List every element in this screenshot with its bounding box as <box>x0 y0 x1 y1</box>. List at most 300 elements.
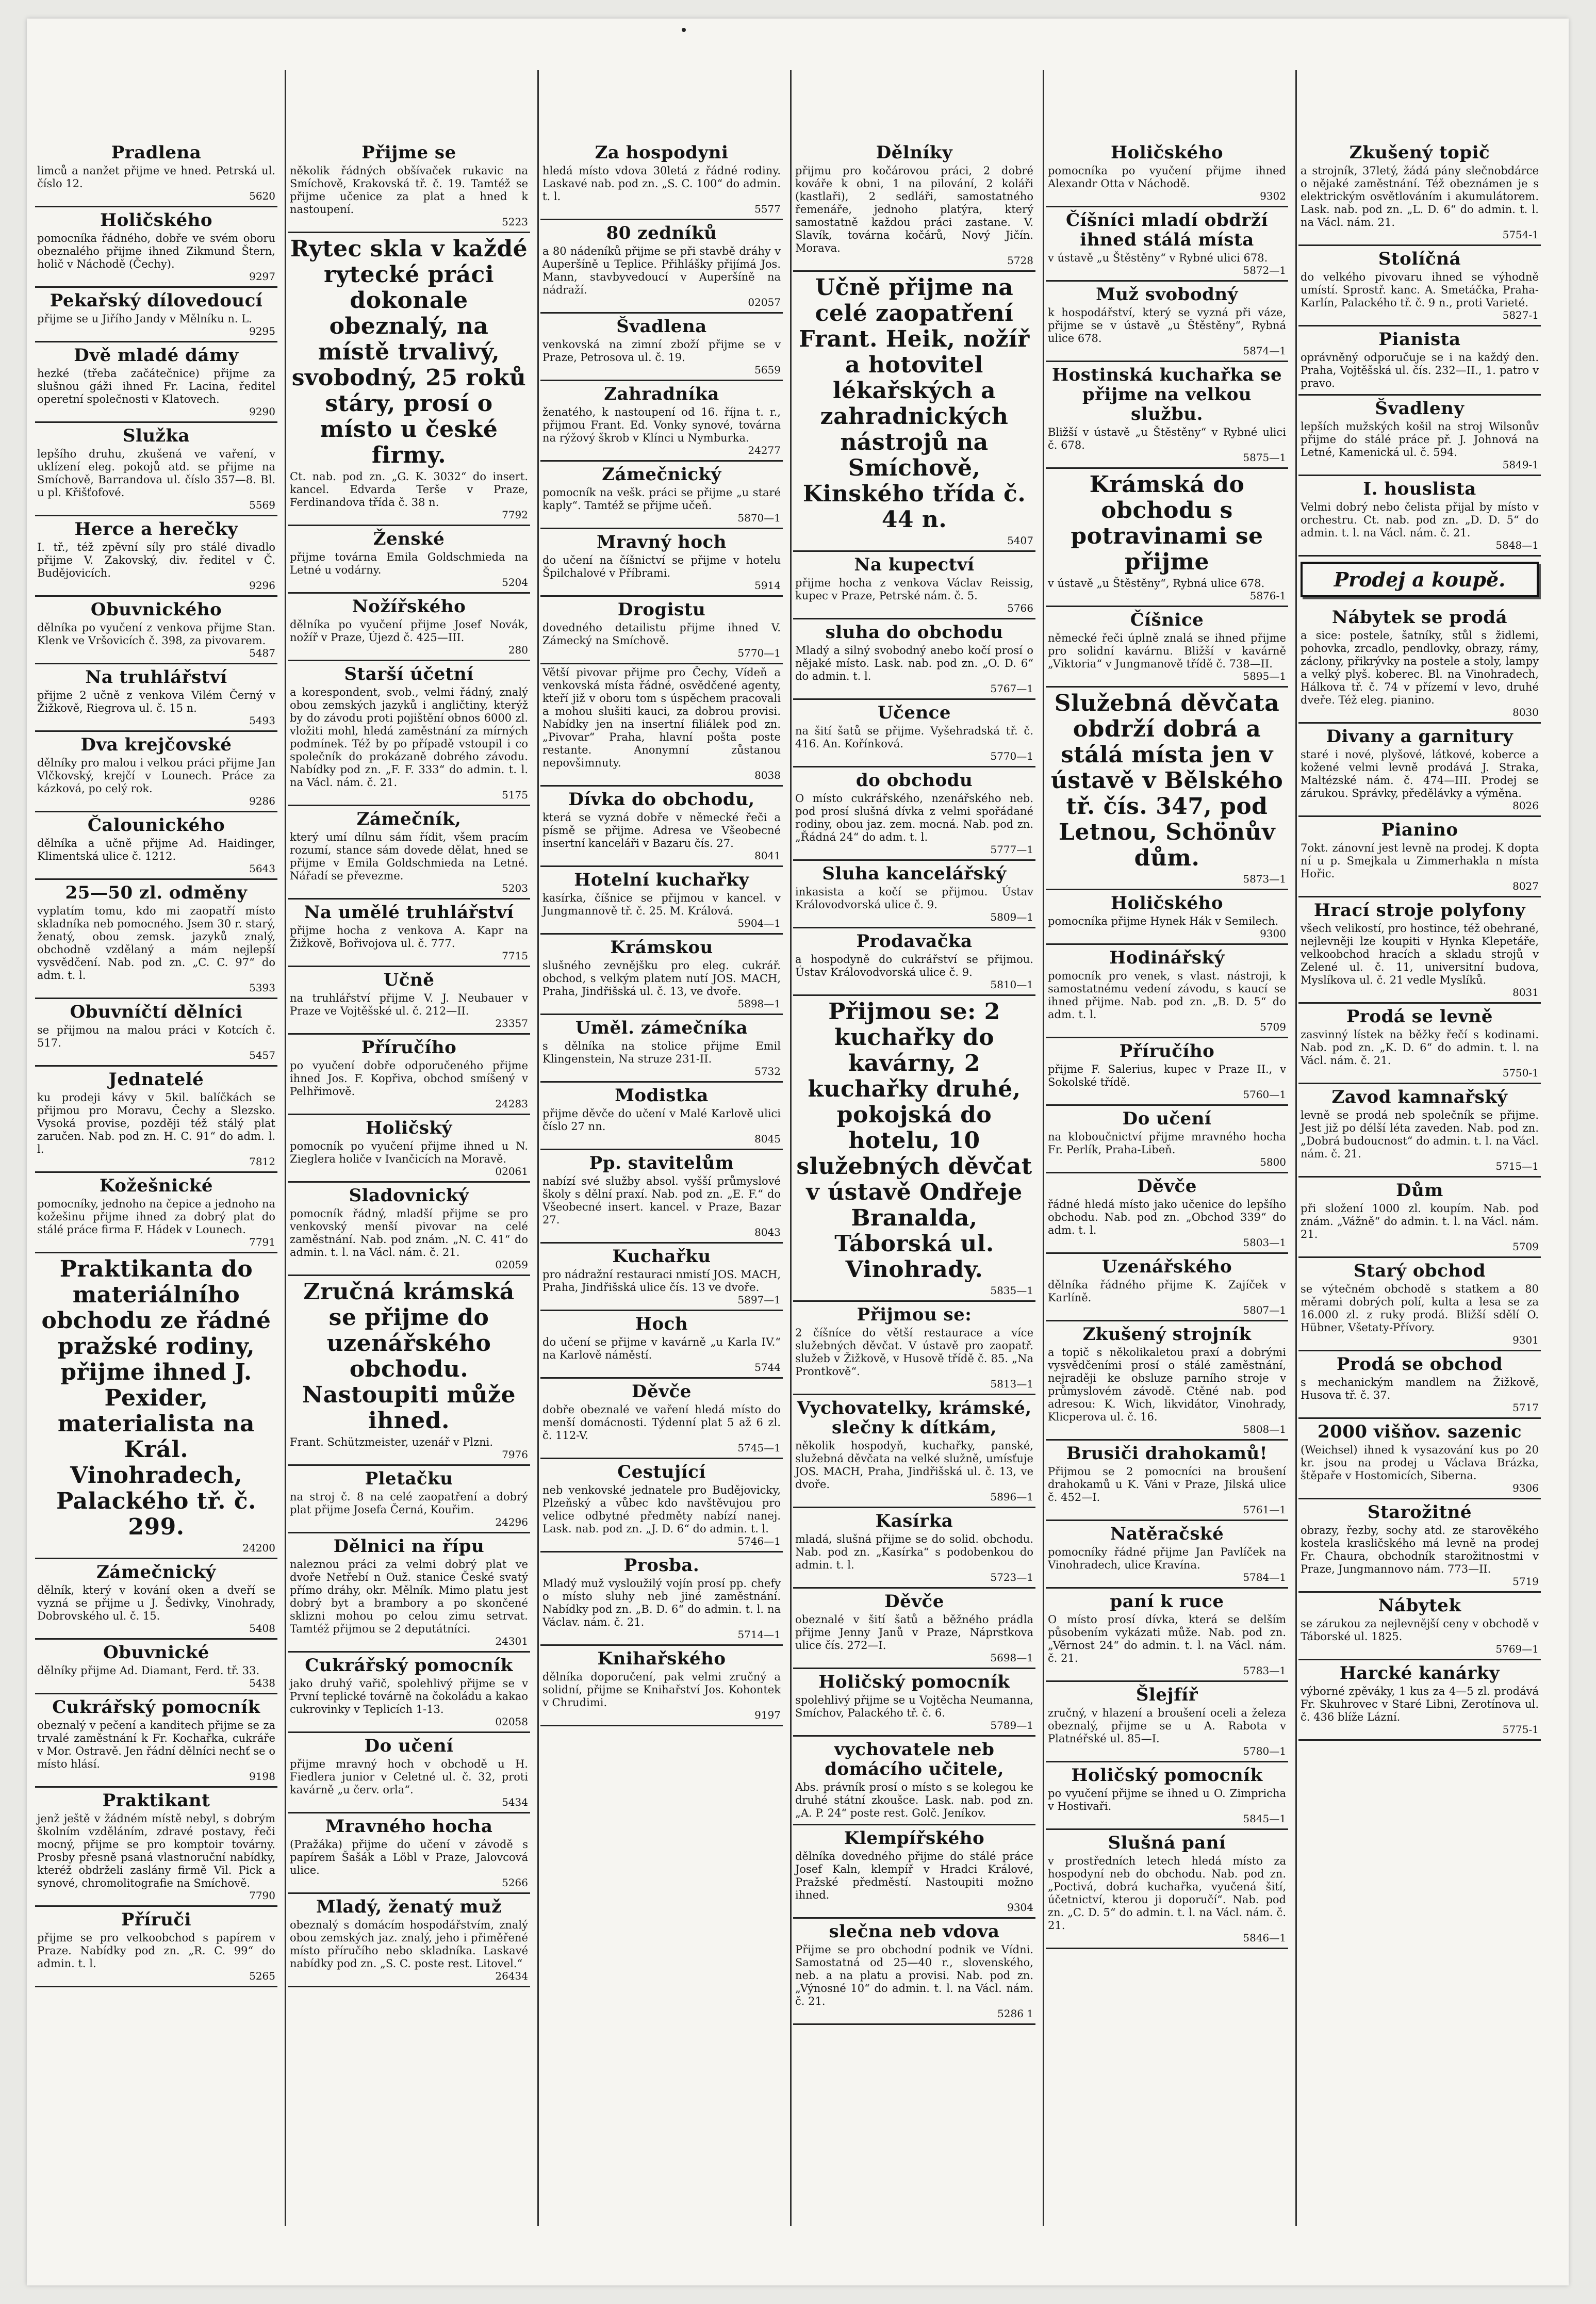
ad-heading: Pianista <box>1378 329 1461 350</box>
ad-number: 8045 <box>754 1133 781 1145</box>
ad-body: pomocníka po vyučení přijme ihned Alexandr Otta v Náchodě. <box>1048 165 1286 190</box>
ad-body: pomocník po vyučení přijme ihned u N. Zieglera holiče v Ivančicích na Moravě. <box>290 1140 528 1165</box>
ad-heading: Čalounického <box>87 815 225 836</box>
section-banner: Prodej a koupě. <box>1301 562 1539 597</box>
ad-number: 8030 <box>1512 706 1539 718</box>
ad-number: 5746—1 <box>737 1535 781 1547</box>
ad-heading: Drogistu <box>617 599 706 620</box>
ad-heading: Brusiči drahokamů! <box>1066 1443 1268 1464</box>
classified-ad <box>1298 897 1541 1004</box>
ad-heading: Dělnici na řípu <box>333 1536 485 1557</box>
ad-body: Bližší v ústavě „u Štěstěny“ v Rybné ulici č. 678. <box>1048 426 1286 451</box>
ad-number: 5845—1 <box>1243 1812 1286 1825</box>
ad-number: 5744 <box>754 1361 781 1374</box>
ad-number: 5643 <box>249 862 275 875</box>
ad-number: 5203 <box>502 882 528 894</box>
ad-body: přijme se pro velkoobchod s papírem v Praze. Nabídky pod zn. „R. C. 99“ do admin. t. l. <box>37 1932 275 1970</box>
classified-ad <box>540 314 783 381</box>
ad-heading: Učně <box>383 970 435 990</box>
ad-body: přijme se u Jiřího Jandy v Mělníku n. L. <box>37 313 252 325</box>
ad-heading: Kasírka <box>875 1511 953 1531</box>
ad-number: 5714—1 <box>737 1628 781 1641</box>
ad-number: 5438 <box>249 1677 275 1689</box>
ad-number: 5175 <box>502 789 528 801</box>
ad-number: 5807—1 <box>1243 1304 1286 1316</box>
ad-heading: Hodinářský <box>1109 947 1225 968</box>
ad-number: 8031 <box>1512 986 1539 999</box>
ad-number: 5732 <box>754 1065 781 1077</box>
ad-number: 5895—1 <box>1243 670 1286 682</box>
ad-heading: Hostinská kuchařka se přijme na velkou službu. <box>1051 365 1282 424</box>
ad-heading: Natěračské <box>1110 1524 1224 1544</box>
ad-number: 5770—1 <box>990 750 1033 762</box>
classified-ad <box>1046 1589 1288 1682</box>
ad-number: 5620 <box>249 190 275 202</box>
ad-number: 5286 1 <box>997 2007 1033 2020</box>
ad-number: 7790 <box>249 1889 275 1902</box>
ad-heading: Zkušený strojník <box>1082 1324 1252 1345</box>
classified-ad <box>288 1276 530 1466</box>
classified-ad <box>1046 607 1288 688</box>
ad-number: 5434 <box>502 1796 528 1808</box>
column-rule <box>285 70 286 2226</box>
ad-number: 24277 <box>748 444 781 456</box>
ad-number: 5577 <box>754 203 781 215</box>
ad-body: a strojník, 37letý, žádá pány slečnobdárce o nějaké zaměstnání. Též obeznámen je s elektrickým osvětlováním i akumulátorem. Lask. nab. pod zn. „L. D. 6“ do admin. t. l. na Václ. nám. 21. <box>1301 165 1539 228</box>
ad-number: 9197 <box>754 1709 781 1721</box>
ad-heading: Dům <box>1396 1180 1443 1201</box>
classified-ad <box>1046 362 1288 469</box>
ad-body: pomocník pro venek, s vlast. nástroji, k samostatnému vedení závodu, s kaucí se ihned přijme. Nab. pod zn. „B. D. 5“ do adm. t. l. <box>1048 970 1286 1021</box>
ad-number: 5808—1 <box>1243 1423 1286 1435</box>
classified-ad <box>1046 1321 1288 1441</box>
ad-heading: Dělníky <box>876 142 953 163</box>
classified-ad <box>35 288 277 342</box>
ad-heading: Stolíčná <box>1378 249 1461 269</box>
ad-heading: Kožešnické <box>99 1175 213 1196</box>
classified-ad <box>793 552 1035 619</box>
ad-heading: Hoch <box>635 1314 688 1334</box>
ad-body: dělníka řádného přijme K. Zajíček v Karlíně. <box>1048 1279 1286 1304</box>
classified-ad <box>35 1253 277 1559</box>
classified-ad <box>35 664 277 732</box>
ad-heading: Pradlena <box>111 142 202 163</box>
ad-column-3 <box>540 140 783 2244</box>
ad-heading: Praktikant <box>102 1790 210 1811</box>
ad-heading: Uzenářského <box>1101 1256 1232 1277</box>
ad-column-1 <box>35 140 277 2244</box>
ad-number: 5761—1 <box>1243 1504 1286 1516</box>
classified-ad <box>540 1244 783 1311</box>
classified-ad <box>540 1083 783 1150</box>
ad-number: 7812 <box>249 1155 275 1168</box>
classified-ad <box>1298 604 1541 724</box>
classified-ad <box>1298 1258 1541 1351</box>
ad-body: s dělníka na stolice přijme Emil Klingenstein, Na struze 231-II. <box>542 1040 781 1065</box>
ad-number: 5873—1 <box>1243 873 1286 885</box>
ad-heading: Za hospodyni <box>595 142 729 163</box>
ad-heading: Pp. stavitelům <box>589 1153 734 1173</box>
ad-heading: 2000 višňov. sazenic <box>1317 1421 1522 1442</box>
classified-ad <box>793 767 1035 861</box>
ad-body: a 80 nádeníků přijme se při stavbě dráhy v Auperšíně u Teplice. Přihlášky přijímá Jos. Mann, stavbyvedoucí v Auperšíně na nádraží. <box>542 245 781 296</box>
ad-body: na truhlářství přijme V. J. Neubauer v Praze ve Vojtěšské ul. č. 212—II. <box>290 992 528 1017</box>
ad-body: a korespondent, svob., velmi řádný, znalý obou zemských jazyků i angličtiny, kterýž by do závodu proti pojištění obnos 6000 zl. vložiti mohl, hledá zaměstnání za mírných podmínek. Též by po případě vstoupil i co společník do prokázaně dobrého závodu. Nabídky pod zn. „F. F. 333“ do admin. t. l. na Václ. nám. č. 21. <box>290 686 528 789</box>
classified-ad <box>793 1737 1035 1825</box>
column-rule <box>1295 70 1297 2226</box>
ad-number: 9301 <box>1512 1334 1539 1346</box>
ad-number: 9302 <box>1260 190 1286 202</box>
ad-number: 02058 <box>495 1715 528 1728</box>
ad-body: dělníka a učně přijme Ad. Haidinger, Klimentská ulice č. 1212. <box>37 837 275 862</box>
ad-body: několik řádných obšívaček rukavic na Smíchově, Krakovská tř. č. 19. Tamtéž se přijme učenice za plat a hned k nastoupení. <box>290 165 528 216</box>
classified-ad <box>793 1395 1035 1508</box>
ad-body: obeznalý s domácím hospodářstvím, znalý obou zemských jaz. znalý, jeho i přiměřené místo příručího nebo skladníka. Laskavé nabídky pod zn. „S. C. poste rest. Litovel.“ <box>290 1919 528 1970</box>
ad-heading: Zručná krámská se přijme do uzenářského obchodu. Nastoupiti může ihned. <box>302 1279 516 1434</box>
classified-ad <box>288 1813 530 1894</box>
printer-dot <box>682 28 686 32</box>
ad-heading: Zámečník, <box>356 809 462 829</box>
ad-number: 5723—1 <box>990 1571 1033 1583</box>
ad-body: který umí dílnu sám řídit, všem pracím rozumí, stance sám dovede dělat, hned se přijme v Emila Goldschmieda na Letné. Nářadí se převezme. <box>290 831 528 882</box>
classified-ad <box>1046 688 1288 890</box>
ad-heading: Přijme se <box>361 142 456 163</box>
ad-heading: Na umělé truhlářství <box>304 902 514 923</box>
column-rule <box>1043 70 1044 2226</box>
ad-number: 5715—1 <box>1495 1160 1539 1172</box>
ad-number: 5767—1 <box>990 682 1033 695</box>
ad-number: 5745—1 <box>737 1442 781 1454</box>
ad-heading: Holičského <box>100 210 213 231</box>
classified-ad <box>1298 326 1541 396</box>
ad-number: 8038 <box>754 769 781 781</box>
ad-number: 5719 <box>1512 1575 1539 1588</box>
classified-ad <box>1298 246 1541 326</box>
ad-body: v ústavě „u Štěstěny“, Rybná ulice 678. <box>1048 577 1265 590</box>
ad-body: dělníka dovedného přijme do stálé práce Josef Kaln, klempíř v Hradci Králové, Pražské předměstí. Nastoupiti možno ihned. <box>795 1850 1033 1901</box>
ad-heading: Vychovatelky, krámské, slečny k dítkám, <box>797 1398 1032 1438</box>
ad-heading: Služebná děvčata obdrží dobrá a stálá místa jen v ústavě v Bělského tř. čís. 347, pod Letnou, Schönův dům. <box>1050 690 1284 871</box>
ad-heading: Dívka do obchodu, <box>568 789 755 810</box>
ad-heading: Dvě mladé dámy <box>74 345 239 366</box>
ad-body: Ct. nab. pod zn. „G. K. 3032“ do insert. kancel. Edvarda Terše v Praze, Ferdinandova třída č. 38 n. <box>290 470 528 509</box>
ad-heading: 25—50 zl. odměny <box>65 883 248 903</box>
ad-body: s mechanickým mandlem na Žižkově, Husova tř. č. 37. <box>1301 1376 1539 1401</box>
classified-ad <box>288 1035 530 1115</box>
ad-heading: Mravného hocha <box>325 1816 493 1837</box>
ad-body: pomocník řádný, mladší přijme se pro venkovský menší pivovar na celé zaměstnání. Nab. pod znám. „N. C. 41“ do admin. t. l. na Václ. nám. č. 21. <box>290 1207 528 1259</box>
column-rule <box>790 70 792 2226</box>
classified-ad <box>1046 1682 1288 1762</box>
ad-heading: Mladý, ženatý muž <box>316 1897 502 1917</box>
ad-heading: Na kupectví <box>854 554 975 575</box>
ad-heading: Nožířského <box>352 596 466 617</box>
ad-body: v prostředních letech hledá místo za hospodyní neb do obchodu. Nab. pod zn. „Poctivá, dobrá kuchařka, vyučená šití, účetnictví, kterou ji doporučí“. Nab. pod zn. „C. D. 5“ do admin. t. l. na Václ. nám. č. 21. <box>1048 1855 1286 1932</box>
ad-body: na kloboučnictví přijme mravného hocha Fr. Perlík, Praha-Libeň. <box>1048 1131 1286 1156</box>
ad-body: O místo cukrářského, nzenářského neb. pod prosí slušná dívka z velmi spořádané rodiny, obou jaz. zem. mocná. Nab. pod zn. „Řádná 24“ do adm. t. l. <box>795 792 1033 843</box>
ad-heading: Zahradníka <box>604 384 719 404</box>
classified-ad <box>1298 476 1541 557</box>
classified-ad <box>288 1733 530 1813</box>
classified-ad <box>793 1589 1035 1669</box>
classified-ad <box>35 423 277 516</box>
ad-body: Velmi dobrý nebo čelista přijal by místo v orchestru. Ct. nab. pod zn. „D. D. 5“ do admin. t. l. na Václ. nám. č. 21. <box>1301 501 1539 539</box>
ad-body: přijme hocha z venkova Václav Reissig, kupec v Praze, Petrské nám. č. 5. <box>795 577 1033 602</box>
ad-heading: Cukrářský pomocník <box>52 1697 260 1718</box>
ad-body: přijme továrna Emila Goldschmieda na Letné u vodárny. <box>290 551 528 576</box>
ad-number: 9296 <box>249 579 275 592</box>
ad-body: I. tř., též zpěvní síly pro stálé divadlo přijme V. Zakovský, div. ředitel v Č. Budějovicích. <box>37 541 275 579</box>
ad-heading: Šlejfíř <box>1136 1685 1198 1705</box>
ad-heading: Holičský pomocník <box>818 1672 1010 1692</box>
ad-heading: Kuchařku <box>612 1246 711 1267</box>
ad-heading: Učence <box>877 702 951 723</box>
classified-ad <box>288 806 530 900</box>
ad-number: 5835—1 <box>990 1284 1033 1297</box>
ad-heading: Cukrářský pomocník <box>305 1655 513 1676</box>
ad-body: jako druhý vařič, spolehlivý přijme se v První teplické továrně na čokoládu a kakao cukrovinky v Teplicích 1-13. <box>290 1677 528 1715</box>
ad-body: dělníka po vyučení z venkova přijme Stan. Klenk ve Vršovicích č. 398, za pivovarem. <box>37 622 275 647</box>
ad-number: 5750-1 <box>1502 1067 1539 1079</box>
classified-ad <box>540 867 783 935</box>
ad-body: při složení 1000 zl. koupím. Nab. pod znám. „Vážně“ do admin. t. l. na Václ. nám. 21. <box>1301 1202 1539 1240</box>
ad-heading: Příručího <box>361 1037 457 1058</box>
classified-ad <box>1046 945 1288 1038</box>
ad-heading: Učně přijme na celé zaopatření Frant. Heik, nožíř a hotovitel lékařských a zahradnických nástrojů na Smíchově, Kinského třída č. 44 n. <box>799 274 1030 533</box>
ad-number: 5223 <box>502 216 528 228</box>
ad-heading: vychovatele neb domácího učitele, <box>825 1739 1004 1779</box>
classified-ad <box>793 272 1035 552</box>
ad-body: do velkého pivovaru ihned se výhodně umístí. Sprostř. kanc. A. Smetáčka, Praha-Karlín, Palackého tř. č. 9 n., proti Varieté. <box>1301 271 1539 309</box>
ad-heading: Do učení <box>1122 1108 1212 1129</box>
classified-ad <box>793 619 1035 700</box>
classified-ad <box>1046 469 1288 607</box>
ad-body: Abs. právník prosí o místo s se kolegou ke druhé státní zkoušce. Lask. nab. pod zn. „A. P. 24“ poste rest. Golč. Jeníkov. <box>795 1781 1033 1819</box>
classified-ad <box>540 1150 783 1244</box>
ad-heading: Pianino <box>1381 820 1458 840</box>
classified-ad <box>35 1067 277 1173</box>
ad-number: 9300 <box>1260 927 1286 940</box>
ad-body: spolehlivý přijme se u Vojtěcha Neumanna, Smíchov, Palackého tř. č. 6. <box>795 1694 1033 1719</box>
ad-number: 5914 <box>754 579 781 592</box>
ad-body: a topič s několikaletou praxí a dobrými vysvědčeními prosí o stálé zaměstnání, nejraději ke obsluze parního stroje v průmyslovém závodě. Ctěné nab. pod adresou: K. Wich, likvidátor, Vinohrady, Klicperova ul. č. 16. <box>1048 1346 1286 1423</box>
ad-number: 5493 <box>249 714 275 727</box>
ad-body: kasírka, číšnice se přijmou v kancel. v Jungmannově tř. č. 25. M. Králová. <box>542 892 781 917</box>
ad-heading: Obuvnické <box>103 1642 209 1663</box>
ad-body: Frant. Schützmeister, uzenář v Plzni. <box>290 1436 493 1448</box>
classified-ad <box>540 1311 783 1379</box>
ad-number: 7976 <box>502 1448 528 1461</box>
ad-heading: Pekařský dílovedoucí <box>50 290 263 311</box>
ad-heading: Prodá se obchod <box>1336 1354 1503 1375</box>
ad-number: 5800 <box>1260 1156 1286 1168</box>
ad-heading: Jednatelé <box>108 1069 204 1090</box>
ad-heading: Holičského <box>1110 142 1224 163</box>
classified-ad <box>1046 282 1288 362</box>
classified-ad <box>1046 1254 1288 1321</box>
ad-number: 5846—1 <box>1243 1932 1286 1944</box>
ad-number: 9306 <box>1512 1482 1539 1494</box>
classified-ad <box>540 1379 783 1459</box>
ad-number: 5769—1 <box>1495 1643 1539 1655</box>
ad-heading: Pletačku <box>365 1468 453 1489</box>
ad-body: 7okt. zánovní jest levně na prodej. K dopta ní u p. Smejkala u Zimmerhakla n místa Hořic. <box>1301 842 1539 880</box>
ad-number: 7791 <box>249 1236 275 1248</box>
ad-heading: Švadlena <box>616 316 707 337</box>
classified-ad <box>1046 1762 1288 1830</box>
ad-heading: Číšnice <box>1130 610 1204 630</box>
ad-body: německé řeči úplně znalá se ihned přijme pro solidní kavárnu. Bližší v kavárně „Viktoria“ v Jungmanově třídě č. 738—II. <box>1048 632 1286 670</box>
ad-number: 8027 <box>1512 880 1539 892</box>
ad-body: dělníka doporučení, pak velmi zručný a solidní, přijme se Knihařství Jos. Kohontek v Chrudimi. <box>542 1671 781 1709</box>
ad-heading: Sladovnický <box>349 1185 469 1206</box>
ad-heading: Starší účetní <box>344 664 474 684</box>
classified-ad <box>1298 1351 1541 1419</box>
ad-heading: Děvče <box>884 1591 944 1612</box>
ad-body: obeznalý v pečení a kanditech přijme se za trvalé zaměstnání k Fr. Kochařka, cukráře v Mor. Ostravě. Jen řádní dělníci nechť se o místo hlásí. <box>37 1719 275 1770</box>
classified-ad <box>288 1894 530 1987</box>
classified-ad <box>35 597 277 664</box>
ad-heading: Rytec skla v každé rytecké práci dokonale obeznalý, na místě trvalivý, svobodný, 25 roků stáry, prosí o místo u české firmy. <box>290 236 528 468</box>
ad-number: 5265 <box>249 1970 275 1982</box>
ad-heading: Cestující <box>617 1462 706 1482</box>
ad-number: 5760—1 <box>1243 1088 1286 1101</box>
ad-heading: Divany a garnitury <box>1326 726 1513 747</box>
ad-heading: Číšníci mladí obdrží ihned stálá místa <box>1065 210 1269 250</box>
classified-ad <box>35 1694 277 1788</box>
ad-heading: sluha do obchodu <box>825 622 1003 643</box>
ad-number: 5777—1 <box>990 843 1033 856</box>
ad-body: a sice: postele, šatníky, stůl s židlemi, pohovka, zrcadlo, pendlovky, obrazy, rámy, záclony, přikrývky na postele a stoly, lampy a velký plyš. koberec. Bl. na Vinohradech, Hálkova tř. č. 74 v přízemí v levo, druhé dveře. Též eleg. pianino. <box>1301 629 1539 706</box>
ad-heading: Holičského <box>1110 893 1224 913</box>
ad-body: přijme 2 učně z venkova Vilém Černý v Žižkově, Riegrova ul. č. 15 n. <box>37 689 275 714</box>
classified-ad <box>35 880 277 999</box>
ad-number: 8041 <box>754 849 781 862</box>
ad-body: a hospodyně do cukrářství se přijmou. Ústav Královodvorská ulice č. 9. <box>795 953 1033 978</box>
column-rule <box>537 70 539 2226</box>
ad-number: 5803—1 <box>1243 1236 1286 1249</box>
ad-number: 5407 <box>1007 534 1033 547</box>
classified-ad <box>288 140 530 233</box>
ad-number: 24296 <box>495 1516 528 1528</box>
ad-number: 9286 <box>249 795 275 807</box>
ad-heading: Do učení <box>364 1736 454 1756</box>
ad-heading: Na truhlářství <box>85 667 227 688</box>
classified-ad <box>1046 207 1288 282</box>
ad-body: na šití šatů se přijme. Vyšehradská tř. č. 416. An. Kořínková. <box>795 725 1033 750</box>
ad-body: venkovská na zimní zboží přijme se v Praze, Petrosova ul. č. 19. <box>542 338 781 364</box>
classified-ad <box>540 787 783 867</box>
ad-number: 5487 <box>249 647 275 659</box>
ad-body: pomocníka řádného, dobře ve svém oboru obeznalého přijme ihned Zikmund Štern, holič v Náchodě (Čechy). <box>37 232 275 270</box>
ad-body: Mladý muž vysloužilý vojín prosí pp. chefy o místo sluhy neb jiné zaměstnání. Nabídky pod zn. „B. D. 6“ do admin. t. l. na Václav. nám. č. 21. <box>542 1577 781 1628</box>
ad-heading: Obuvnického <box>90 599 222 620</box>
classified-ad <box>35 342 277 423</box>
ad-number: 9295 <box>249 325 275 337</box>
ad-body: po vyučení přijme se ihned u O. Zimpricha v Hostivaři. <box>1048 1787 1286 1812</box>
ad-body: slušného zevnějšku pro eleg. cukrář. obchod, s velkým platem nutí JOS. MACH, Praha, Jindřišská ul. č. 13, ve dvoře. <box>542 959 781 998</box>
ad-number: 5848—1 <box>1495 539 1539 551</box>
ad-heading: Hrací stroje polyfony <box>1313 900 1526 921</box>
ad-number: 5728 <box>1007 254 1033 267</box>
classified-ad <box>1298 1004 1541 1084</box>
ad-number: 5813—1 <box>990 1378 1033 1390</box>
ad-number: 5875—1 <box>1243 451 1286 464</box>
ad-number: 02057 <box>748 296 781 308</box>
ad-heading: Harcké kanárky <box>1339 1663 1500 1684</box>
ad-heading: Krámská do obchodu s potravinami se přijme <box>1071 471 1263 575</box>
classified-ad <box>288 1115 530 1183</box>
classified-ad <box>288 594 530 661</box>
ad-heading: Prosba. <box>623 1555 700 1576</box>
classified-ad <box>288 1183 530 1276</box>
ad-number: 7715 <box>502 950 528 962</box>
ad-body: se přijmou na malou práci v Kotcích č. 517. <box>37 1024 275 1049</box>
classified-ad <box>793 1669 1035 1737</box>
classified-ad <box>35 999 277 1067</box>
ad-heading: Nábytek se prodá <box>1331 607 1508 628</box>
classified-ad <box>1298 1660 1541 1741</box>
ad-body: Přijme se pro obchodní podnik ve Vídni. Samostatná od 25—40 r., slovenského, neb. a na platu a provisi. Nab. pod zn. „Výnosné 10“ do admin. t. l. na Václ. nám. č. 21. <box>795 1943 1033 2007</box>
ad-column-6 <box>1298 140 1541 2244</box>
ad-body: oprávněný odporučuje se i na každý den. Praha, Vojtěšská ul. čís. 232—II., 1. patro v pravo. <box>1301 351 1539 389</box>
ad-heading: Starý obchod <box>1353 1261 1486 1281</box>
ad-body: ku prodeji kávy v 5kil. balíčkách se přijmou pro Moravu, Čechy a Slezsko. Vysoká provise, později též stálý plat zaručen. Nab. pod zn. H. C. 91“ do adm. l. l. <box>37 1091 275 1155</box>
ad-body: hledá místo vdova 30letá z řádné rodiny. Laskavé nab. pod zn. „S. C. 100“ do admin. t. l. <box>542 165 781 203</box>
ad-heading: Slušná paní <box>1108 1833 1226 1853</box>
ad-body: se výtečném obchodě s statkem a 80 měrami dobrých polí, kulta a lesa se za 16.000 zl. z ruky prodá. Bližší sdělí O. Hübner, Všetaty-Přívory. <box>1301 1283 1539 1334</box>
newspaper-page <box>27 19 1569 2285</box>
ad-body: několik hospodyň, kuchařky, panské, služebná děvčata na velké služně, umísťuje JOS. MACH, Praha, Jindřišská ul. č. 13, ve dvoře. <box>795 1440 1033 1491</box>
ad-number: 5898—1 <box>737 998 781 1010</box>
ad-body: přijme děvče do učení v Malé Karlově ulici číslo 27 nn. <box>542 1107 781 1133</box>
ad-number: 9290 <box>249 405 275 418</box>
classified-ad <box>793 1508 1035 1589</box>
ad-body: levně se prodá neb společník se přijme. Jest již po délší léta zaveden. Nab. pod zn. „Dobrá budoucnost“ do admin. t. l. na Václ. nám. č. 21. <box>1301 1109 1539 1160</box>
ad-body: do učení se přijme v kavárně „u Karla IV.“ na Karlově náměstí. <box>542 1336 781 1361</box>
ad-body: v ústavě „u Štěstěny“ v Rybné ulici 678. <box>1048 252 1268 264</box>
ad-body: k hospodářství, který se vyzná při váze, přijme se v ústavě „u Štěstěny“, Rybná ulice 678. <box>1048 306 1286 345</box>
ad-heading: paní k ruce <box>1110 1591 1224 1612</box>
classified-ad <box>1298 396 1541 476</box>
ad-body: zručný, v hlazení a broušení oceli a železa obeznalý, přijme se u A. Rabota v Platnéřské ul. 85—I. <box>1048 1707 1286 1745</box>
classified-ad <box>1298 140 1541 246</box>
classified-ad <box>35 812 277 880</box>
ad-body: mladá, slušná přijme se do solid. obchodu. Nab. pod zn. „Kasírka“ s podobenkou do admin. t. l. <box>795 1533 1033 1571</box>
ad-number: 5783—1 <box>1243 1664 1286 1677</box>
ad-number: 5698—1 <box>990 1652 1033 1664</box>
ad-number: 8026 <box>1512 799 1539 812</box>
classified-ad <box>1046 1441 1288 1521</box>
ad-heading: do obchodu <box>855 770 973 791</box>
ad-column-5 <box>1046 140 1288 2244</box>
ad-heading: Nábytek <box>1378 1595 1461 1616</box>
classified-ad <box>35 1559 277 1640</box>
ad-number: 02059 <box>495 1259 528 1271</box>
classified-ad <box>540 140 783 220</box>
ad-body: vyplatím tomu, kdo mi zaopatří místo skladníka neb pomocného. Jsem 30 r. starý, ženatý, obou zemsk. jazyků znalý, obchodně vzdělaný a mám nejlepší vysvědčení. Nab. pod zn. „C. C. 97“ do adm. t. l. <box>37 905 275 982</box>
classified-ad <box>288 233 530 526</box>
ad-heading: Knihařského <box>597 1648 726 1669</box>
ad-number: 5204 <box>502 576 528 589</box>
ad-number: 5709 <box>1260 1021 1286 1033</box>
ad-number: 8043 <box>754 1226 781 1238</box>
ad-heading: Švadleny <box>1375 398 1465 419</box>
ad-body: pro nádražní restauraci nmistí JOS. MACH, Praha, Jindřišská ulice čís. 13 ve dvoře. <box>542 1268 781 1294</box>
ad-body: (Pražáka) přijme do učení v závodě s papírem Šašák a Löbl v Praze, Jalovcová ulice. <box>290 1838 528 1876</box>
ad-body: pomocník na vešk. práci se přijme „u staré kaply“. Tamtéž se přijme učeň. <box>542 486 781 512</box>
classified-ad <box>35 1907 277 1987</box>
